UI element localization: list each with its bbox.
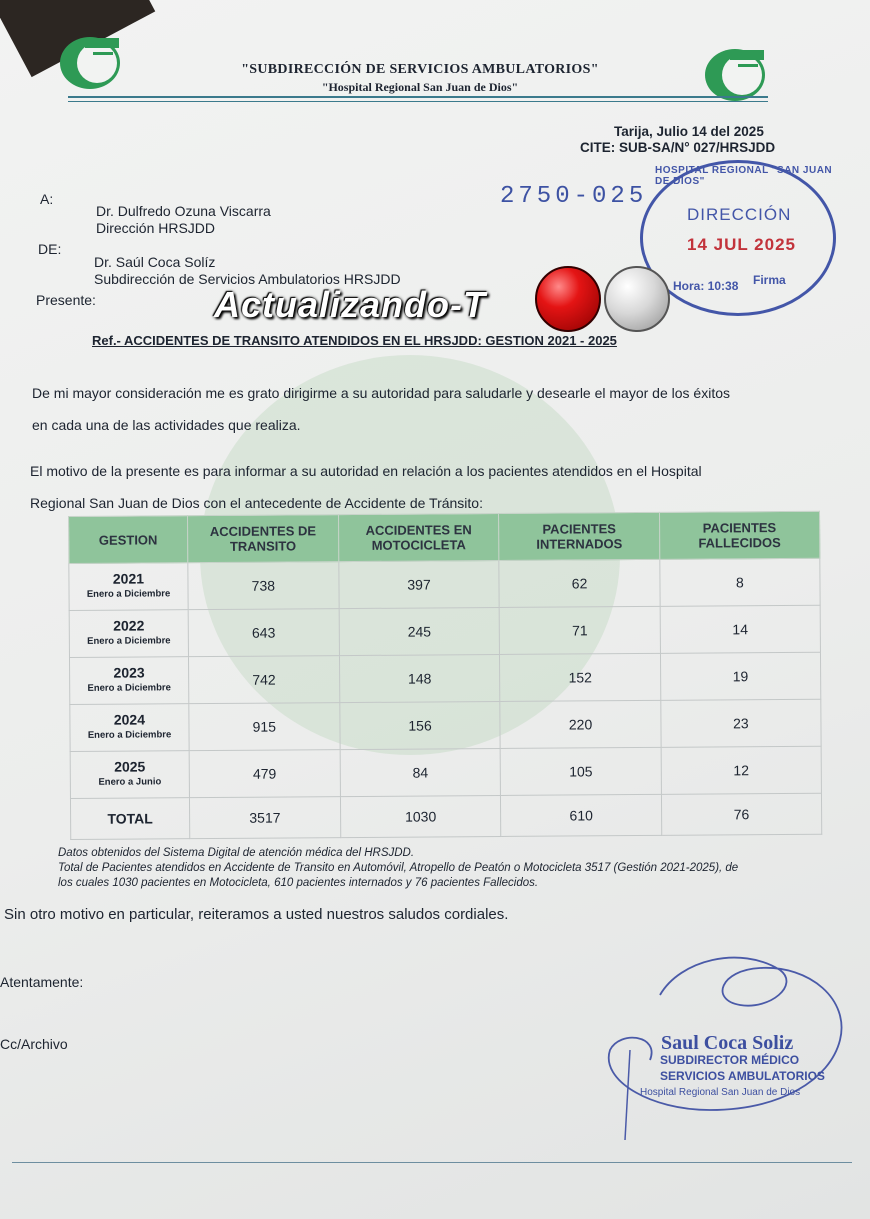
cell-transito: 479: [189, 750, 340, 798]
row-year: 2025: [114, 758, 146, 775]
cell-moto: 84: [340, 748, 501, 796]
signatory-role: SUBDIRECTOR MÉDICO: [660, 1053, 800, 1067]
accidents-table: [68, 511, 822, 840]
red-circle-icon: [535, 266, 601, 332]
col-header-internados: PACIENTES INTERNADOS: [499, 512, 660, 560]
header-rule-thin: [68, 101, 768, 102]
col-header-gestion: GESTION: [69, 516, 188, 564]
paragraph-greeting-1: De mi mayor consideración me es grato dirigirme a su autoridad para saludarle y desearle el mayor de los éxitos: [32, 385, 730, 401]
col-header-moto: ACCIDENTES EN MOTOCICLETA: [338, 513, 499, 561]
from-role: Subdirección de Servicios Ambulatorios HRSJDD: [94, 271, 401, 287]
footer-rule: [12, 1162, 852, 1163]
cell-internados: 62: [499, 559, 660, 607]
row-period: Enero a Diciembre: [86, 588, 171, 600]
cell-transito: 643: [188, 609, 339, 657]
signatory-name: Saul Coca Soliz: [661, 1032, 794, 1054]
cell-moto: 156: [339, 701, 500, 749]
hospital-logo-left: [55, 30, 125, 92]
total-moto: 1030: [340, 795, 501, 837]
seal-firma: Firma: [753, 273, 786, 287]
total-fallecidos: 76: [661, 793, 822, 835]
cell-transito: 738: [188, 562, 339, 610]
row-year: 2022: [113, 617, 145, 634]
signatory-department: SERVICIOS AMBULATORIOS: [660, 1069, 825, 1083]
cell-fallecidos: 23: [661, 699, 822, 747]
atentamente-label: Atentamente:: [0, 974, 84, 990]
hospital-logo-right: [700, 42, 770, 104]
to-name: Dr. Dulfredo Ozuna Viscarra: [96, 203, 271, 219]
row-year: 2021: [112, 570, 145, 587]
signatory-hospital: Hospital Regional San Juan de Dios: [640, 1087, 801, 1098]
from-label: DE:: [38, 241, 62, 257]
to-label: A:: [40, 191, 54, 207]
note-source: Datos obtenidos del Sistema Digital de atención médica del HRSJDD.: [58, 847, 415, 859]
header-rule: [68, 96, 768, 98]
place-date: Tarija, Julio 14 del 2025: [614, 124, 764, 139]
row-year-cell: [70, 751, 189, 799]
cell-transito: 742: [188, 656, 339, 704]
total-transito: 3517: [189, 797, 340, 839]
cell-internados: 105: [501, 747, 662, 795]
table-row: [70, 699, 821, 751]
table-header-row: [69, 511, 820, 563]
cell-internados: 220: [500, 700, 661, 748]
cell-fallecidos: 14: [660, 605, 821, 653]
col-header-fallecidos: PACIENTES FALLECIDOS: [659, 511, 820, 559]
seal-hora: Hora: 10:38: [673, 279, 739, 293]
header-subtitle: "Hospital Regional San Juan de Dios": [321, 80, 519, 94]
cite-number: CITE: SUB-SA/N° 027/HRSJDD: [580, 140, 776, 155]
table-row: [69, 558, 820, 610]
cell-fallecidos: 12: [661, 746, 822, 794]
paragraph-greeting-2: en cada una de las actividades que realiza.: [32, 417, 301, 433]
cell-fallecidos: 19: [660, 652, 821, 700]
cell-transito: 915: [189, 703, 340, 751]
row-period: Enero a Junio: [98, 776, 162, 788]
row-period: Enero a Diciembre: [87, 682, 171, 694]
seal-date: 14 JUL 2025: [687, 235, 796, 254]
note-total-1: Total de Pacientes atendidos en Accidente de Transito en Automóvil, Atropello de Peatón o Motocicleta 3517 (Gestión 2021-2025), de: [58, 862, 739, 874]
cell-internados: 152: [500, 653, 661, 701]
cell-internados: 71: [500, 606, 661, 654]
paragraph-motive-2: Regional San Juan de Dios con el antecedente de Accidente de Tránsito:: [30, 495, 483, 511]
row-year-cell: [69, 657, 188, 705]
table-row: [69, 605, 820, 657]
seal-office: DIRECCIÓN: [687, 205, 792, 224]
seal-arc-text: HOSPITAL REGIONAL "SAN JUAN DE DIOS": [655, 165, 833, 187]
cell-moto: 148: [339, 654, 500, 702]
to-role: Dirección HRSJDD: [96, 220, 216, 236]
reception-number: 2750-025: [500, 183, 648, 210]
table-total-row: [70, 793, 821, 839]
row-year: 2024: [113, 711, 146, 728]
closing-line: Sin otro motivo en particular, reiteramos a usted nuestros saludos cordiales.: [4, 906, 509, 923]
row-year-cell: [69, 563, 188, 611]
paragraph-motive-1: El motivo de la presente es para informar a su autoridad en relación a los pacientes atendidos en el Hospital: [30, 463, 702, 479]
table-row: [70, 746, 821, 798]
row-year-cell: [70, 704, 189, 752]
cell-moto: 397: [339, 560, 500, 608]
overlay-brand: Actualizando-T: [214, 284, 486, 325]
total-internados: 610: [501, 794, 662, 836]
note-total-2: los cuales 1030 pacientes en Motocicleta, 610 pacientes internados y 76 pacientes Fallecidos.: [58, 877, 539, 889]
header-title: "SUBDIRECCIÓN DE SERVICIOS AMBULATORIOS": [241, 62, 599, 77]
total-label: TOTAL: [70, 798, 189, 840]
row-period: Enero a Diciembre: [87, 635, 171, 647]
gray-circle-icon: [604, 266, 670, 332]
row-period: Enero a Diciembre: [87, 729, 172, 741]
col-header-transito: ACCIDENTES DE TRANSITO: [187, 515, 338, 563]
row-year-cell: [69, 610, 188, 658]
cc-archivo: Cc/Archivo: [0, 1036, 68, 1052]
presente-label: Presente:: [36, 292, 96, 308]
reference-line: Ref.- ACCIDENTES DE TRANSITO ATENDIDOS EN EL HRSJDD: GESTION 2021 - 2025: [92, 333, 617, 348]
cell-moto: 245: [339, 607, 500, 655]
row-year: 2023: [113, 664, 145, 681]
from-name: Dr. Saúl Coca Solíz: [94, 254, 216, 270]
table-row: [69, 652, 820, 704]
cell-fallecidos: 8: [660, 558, 821, 606]
